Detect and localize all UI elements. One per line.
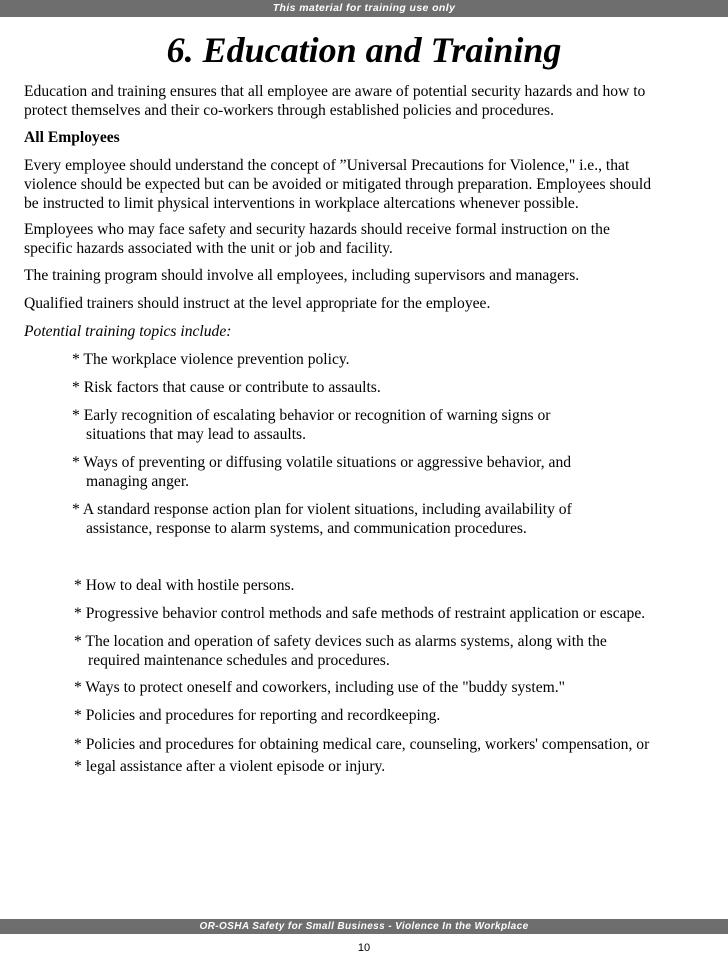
paragraph-formal-instruction	[24, 220, 714, 258]
topic-text: * A standard response action plan for violent situations, including availability of	[72, 501, 572, 518]
intro-line: Education and training ensures that all employee are aware of potential security hazards and how to	[24, 83, 646, 100]
intro-paragraph	[24, 82, 714, 120]
topic-text: * Risk factors that cause or contribute to assaults.	[72, 379, 381, 396]
topic-item	[74, 632, 607, 670]
topic-continuation: assistance, response to alarm systems, and communication procedures.	[86, 520, 527, 537]
topic-item	[74, 757, 385, 776]
topic-item	[74, 678, 565, 697]
topic-text: * Policies and procedures for obtaining medical care, counseling, workers' compensation, or	[74, 736, 650, 753]
topic-text: * Progressive behavior control methods and safe methods of restraint application or escape.	[74, 605, 646, 622]
footer-banner: OR-OSHA Safety for Small Business - Violence In the Workplace	[0, 919, 728, 934]
page-title: 6. Education and Training	[166, 30, 562, 70]
topic-text: * Ways of preventing or diffusing volatile situations or aggressive behavior, and	[72, 454, 572, 471]
paragraph-line: specific hazards associated with the unit or job and facility.	[24, 240, 393, 257]
topic-continuation: managing anger.	[86, 473, 190, 490]
topic-text: * Policies and procedures for reporting and recordkeeping.	[74, 707, 441, 724]
topic-continuation: required maintenance schedules and procedures.	[88, 652, 390, 669]
topic-item	[72, 406, 551, 444]
topic-continuation: situations that may lead to assaults.	[86, 426, 307, 443]
topic-item	[72, 378, 381, 397]
paragraph-line: Qualified trainers should instruct at the level appropriate for the employee.	[24, 295, 491, 312]
topic-item	[74, 576, 294, 595]
topic-item	[74, 706, 440, 725]
paragraph-training-program	[24, 266, 714, 285]
header-banner: This material for training use only	[0, 0, 728, 17]
paragraph-line: Employees who may face safety and security hazards should receive formal instruction on the	[24, 221, 610, 238]
topic-item	[72, 350, 350, 369]
topic-text: * The workplace violence prevention policy.	[72, 351, 350, 368]
paragraph-line: Every employee should understand the concept of ”Universal Precautions for Violence," i.e., that	[24, 157, 630, 174]
page-number: 10	[357, 942, 371, 954]
topic-text: * The location and operation of safety devices such as alarms systems, along with the	[74, 633, 607, 650]
intro-line: protect themselves and their co-workers through established policies and procedures.	[24, 102, 555, 119]
paragraph-qualified-trainers	[24, 294, 714, 313]
section-heading: All Employees	[24, 129, 120, 146]
topic-item	[72, 500, 572, 538]
topic-item	[74, 735, 649, 754]
paragraph-line: be instructed to limit physical interventions in workplace altercations whenever possible.	[24, 195, 579, 212]
paragraph-line: violence should be expected but can be avoided or mitigated through preparation. Employees should	[24, 176, 652, 193]
topic-text: * Ways to protect oneself and coworkers, including use of the "buddy system."	[74, 679, 566, 696]
topic-text: * How to deal with hostile persons.	[74, 577, 295, 594]
topic-item	[72, 453, 571, 491]
topic-text: * legal assistance after a violent episode or injury.	[74, 758, 386, 775]
topics-label: Potential training topics include:	[24, 323, 232, 340]
topic-text: * Early recognition of escalating behavior or recognition of warning signs or	[72, 407, 551, 424]
paragraph-line: The training program should involve all employees, including supervisors and managers.	[24, 267, 580, 284]
paragraph-universal-precautions	[24, 156, 714, 213]
topic-item	[74, 604, 645, 623]
